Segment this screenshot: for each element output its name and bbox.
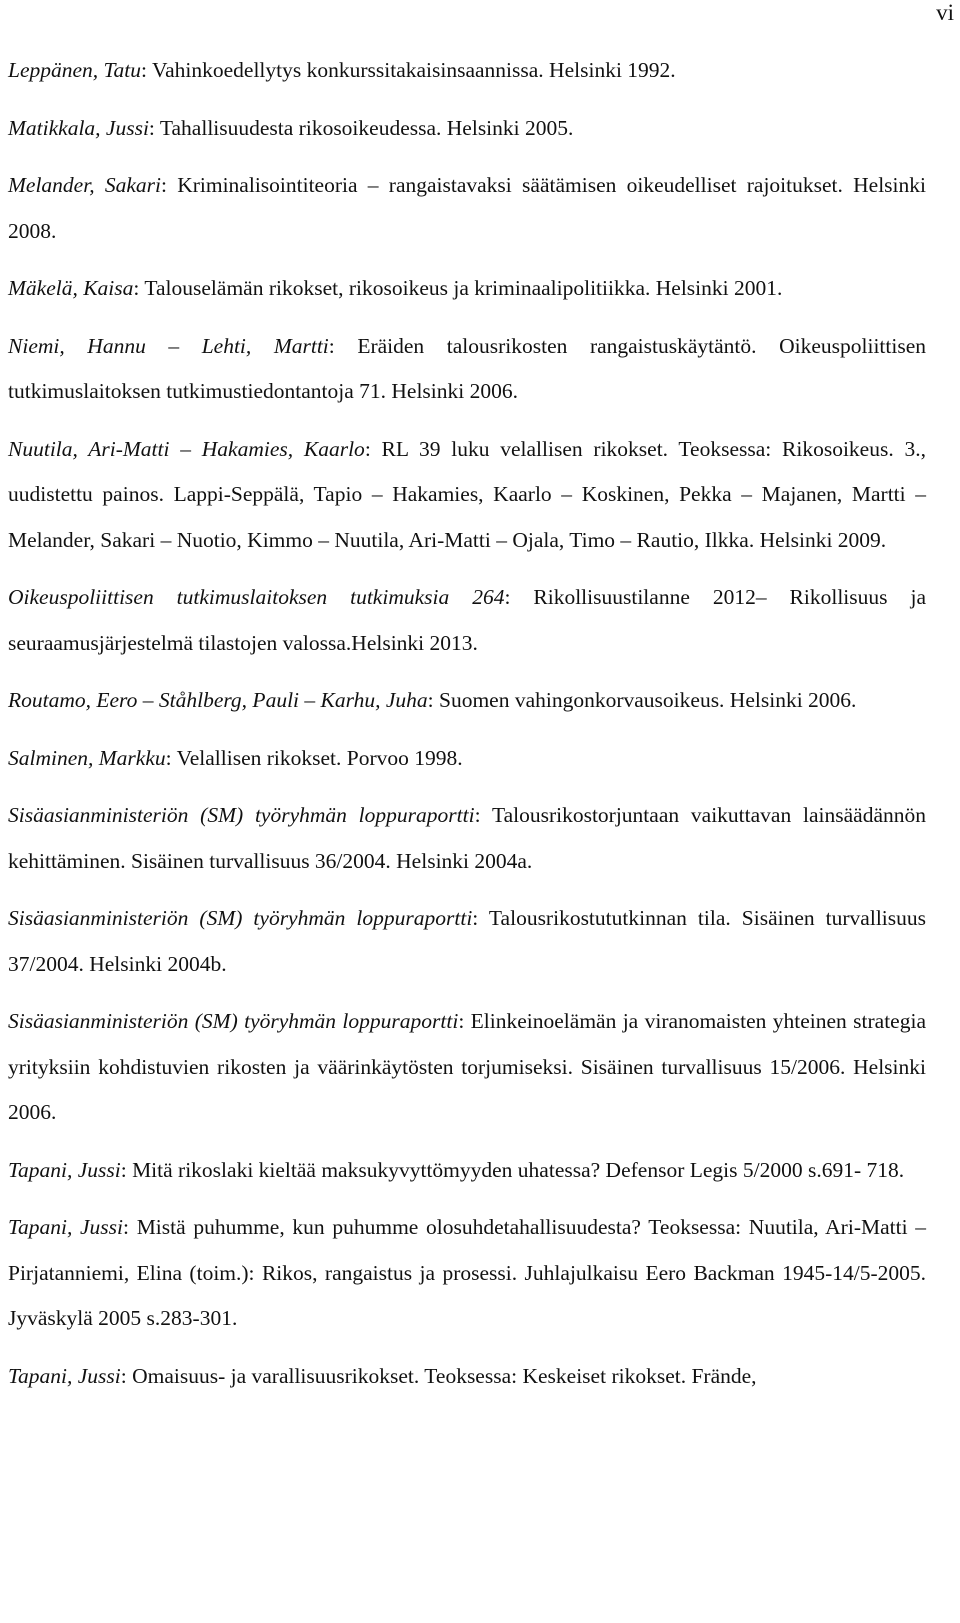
entry-author: Tapani, Jussi: [8, 1215, 124, 1239]
bibliography-entry: [8, 736, 926, 782]
entry-text: : Vahinkoedellytys konkurssitakaisinsaannissa. Helsinki 1992.: [141, 58, 676, 82]
entry-author: Niemi, Hannu – Lehti, Martti: [8, 333, 329, 358]
bibliography-list: [8, 48, 926, 1411]
bibliography-entry: [8, 575, 926, 666]
entry-text: : Rikollisuustilanne 2012– Rikollisuus ja seuraamusjärjestelmä tilastojen valossa.Helsinki 2013.: [8, 585, 926, 655]
entry-text: : Kriminalisointiteoria – rangaistavaksi säätämisen oikeudelliset rajoitukset. Helsinki 2008.: [8, 173, 926, 243]
entry-author: Mäkelä, Kaisa: [8, 276, 134, 300]
entry-author: Oikeuspoliittisen tutkimuslaitoksen tutkimuksia 264: [8, 585, 505, 609]
bibliography-entry: [8, 324, 926, 415]
bibliography-entry: [8, 427, 926, 564]
entry-author: Routamo, Eero – Ståhlberg, Pauli – Karhu, Juha: [8, 688, 428, 712]
entry-text: : Eräiden talousrikosten rangaistuskäytäntö. Oikeuspoliittisen tutkimuslaitoksen tutkimustiedontantoja 71. Helsinki 2006.: [8, 333, 926, 403]
entry-text: : Suomen vahingonkorvausoikeus. Helsinki 2006.: [427, 688, 857, 712]
entry-author: Sisäasianministeriön (SM) työryhmän loppuraportti: [8, 1009, 459, 1033]
entry-author: Leppänen, Tatu: [8, 58, 141, 82]
entry-text: : RL 39 luku velallisen rikokset. Teoksessa: Rikosoikeus. 3., uudistettu painos. Lappi-Seppälä, Tapio – Hakamies, Kaarlo – Koskinen, Pekka – Majanen, Martti – Melander, Sakari – Nuotio, Kimmo – Nuutila, Ari-Matti – Ojala, Timo – Rautio, Ilkka. Helsinki 2009.: [8, 436, 926, 552]
entry-author: Sisäasianministeriön (SM) työryhmän loppuraportti: [8, 803, 475, 827]
entry-author: Nuutila, Ari-Matti – Hakamies, Kaarlo: [8, 436, 365, 461]
page-number: vi: [936, 0, 954, 25]
entry-author: Tapani, Jussi: [8, 1363, 121, 1388]
bibliography-entry: [8, 999, 926, 1136]
bibliography-entry: [8, 1354, 926, 1400]
entry-author: Matikkala, Jussi: [8, 115, 149, 140]
bibliography-entry: [8, 1205, 926, 1342]
entry-author: Tapani, Jussi: [8, 1157, 121, 1182]
entry-text: : Talousrikostututkinnan tila. Sisäinen turvallisuus 37/2004. Helsinki 2004b.: [8, 906, 927, 976]
entry-text: : Velallisen rikokset. Porvoo 1998.: [165, 745, 463, 770]
entry-text: : Talouselämän rikokset, rikosoikeus ja kriminaalipolitiikka. Helsinki 2001.: [133, 276, 783, 300]
bibliography-entry: [8, 793, 926, 884]
entry-text: : Omaisuus- ja varallisuusrikokset. Teoksessa: Keskeiset rikokset. Frände,: [120, 1363, 757, 1388]
bibliography-entry: [8, 678, 926, 724]
entry-text: : Tahallisuudesta rikosoikeudessa. Helsinki 2005.: [148, 115, 574, 140]
entry-author: Melander, Sakari: [8, 173, 161, 197]
entry-author: Sisäasianministeriön (SM) työryhmän loppuraportti: [8, 906, 473, 930]
entry-author: Salminen, Markku: [8, 745, 166, 770]
entry-text: : Talousrikostorjuntaan vaikuttavan lainsäädännön kehittäminen. Sisäinen turvallisuus 36/2004. Helsinki 2004a.: [8, 803, 926, 873]
bibliography-entry: [8, 896, 926, 987]
bibliography-entry: [8, 106, 926, 152]
bibliography-entry: [8, 48, 926, 94]
bibliography-entry: [8, 1148, 926, 1194]
entry-text: : Mistä puhumme, kun puhumme olosuhdetahallisuudesta? Teoksessa: Nuutila, Ari-Matti – Pirjatanniemi, Elina (toim.): Rikos, rangaistus ja prosessi. Juhlajulkaisu Eero Backman 1945-14/5-2005. Jyväskylä 2005 s.283-301.: [8, 1215, 926, 1330]
entry-text: : Elinkeinoelämän ja viranomaisten yhteinen strategia yrityksiin kohdistuvien rikosten ja väärinkäytösten torjumiseksi. Sisäinen turvallisuus 15/2006. Helsinki 2006.: [8, 1009, 926, 1124]
bibliography-entry: [8, 266, 926, 312]
entry-text: : Mitä rikoslaki kieltää maksukyvyttömyyden uhatessa? Defensor Legis 5/2000 s.691- 718.: [120, 1157, 905, 1182]
bibliography-entry: [8, 163, 926, 254]
